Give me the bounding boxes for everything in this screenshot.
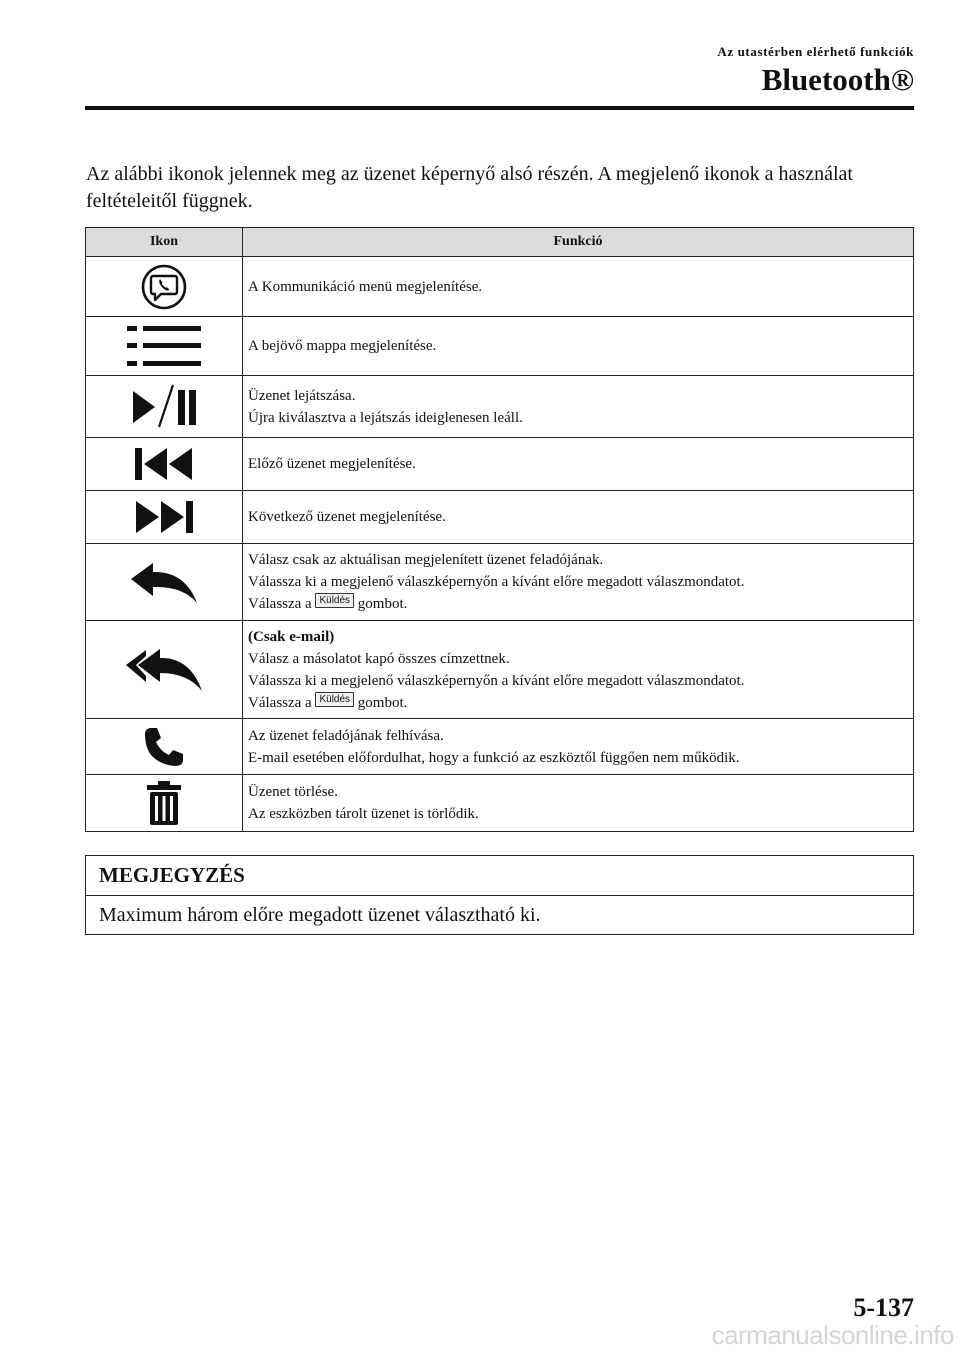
table-row [86, 621, 914, 719]
section-title: Az utastérben elérhető funkciók [717, 44, 914, 59]
inbox-list-icon [125, 323, 203, 369]
row-text: Válassza a Küldés gombot. [248, 693, 408, 711]
column-header-icon: Ikon [86, 228, 243, 257]
table-header-row [86, 228, 914, 257]
intro-paragraph: Az alábbi ikonok jelennek meg az üzenet képernyő alsó részén. A megjelenő ikonok a használat feltételeitől függnek. [86, 163, 853, 212]
trash-icon [144, 779, 184, 827]
table-row [86, 491, 914, 544]
row-text: Következő üzenet megjelenítése. [248, 509, 446, 525]
table-row [86, 719, 914, 775]
row-text: Válasz csak az aktuálisan megjelenített üzenet feladójának. [248, 552, 604, 568]
table-row [86, 544, 914, 621]
row-text: Válassza ki a megjelenő válaszképernyőn a kívánt előre megadott válaszmondatot. [248, 672, 745, 689]
table-row [86, 438, 914, 491]
row-text: A Kommunikáció menü megjelenítése. [248, 278, 483, 295]
chapter-title: Bluetooth® [761, 62, 914, 97]
row-text: Válassza a Küldés gombot. [248, 595, 408, 612]
reply-icon [127, 559, 201, 605]
communication-icon [141, 264, 187, 310]
table-row [86, 775, 914, 832]
row-text: A bejövő mappa megjelenítése. [248, 338, 437, 354]
table-row [86, 376, 914, 438]
row-text: Válasz a másolatot kapó összes címzettnek. [248, 650, 510, 667]
play-pause-icon [129, 383, 199, 431]
row-text: Válassza ki a megjelenő válaszképernyőn a kívánt előre megadott válaszmondatot. [248, 574, 745, 590]
row-text: Üzenet lejátszása. [248, 387, 356, 404]
next-icon [132, 498, 196, 536]
page-number: 5-137 [853, 1293, 914, 1322]
page-header [85, 44, 914, 99]
phone-icon [142, 725, 186, 769]
previous-icon [132, 445, 196, 483]
header-rule [85, 106, 914, 110]
send-button-image: Küldés [315, 593, 354, 608]
row-text: Üzenet törlése. [248, 784, 338, 800]
table-row [86, 257, 914, 317]
note-text: Maximum három előre megadott üzenet választható ki. [99, 904, 541, 926]
row-bold-text: (Csak e-mail) [248, 628, 335, 645]
icon-function-table [85, 227, 914, 832]
reply-all-icon [124, 645, 204, 695]
note-title: MEGJEGYZÉS [86, 856, 913, 896]
row-text: Újra kiválasztva a lejátszás ideiglenesen leáll. [248, 409, 523, 426]
send-button-image: Küldés [315, 692, 354, 707]
note-box [85, 855, 914, 935]
row-text: Előző üzenet megjelenítése. [248, 456, 416, 472]
column-header-function: Funkció [243, 228, 914, 257]
table-row [86, 317, 914, 376]
watermark: carmanualsonline.info [711, 1320, 954, 1350]
row-text: E-mail esetében előfordulhat, hogy a funkció az eszköztől függően nem működik. [248, 749, 740, 766]
row-text: Az üzenet feladójának felhívása. [248, 727, 444, 744]
row-text: Az eszközben tárolt üzenet is törlődik. [248, 806, 479, 822]
